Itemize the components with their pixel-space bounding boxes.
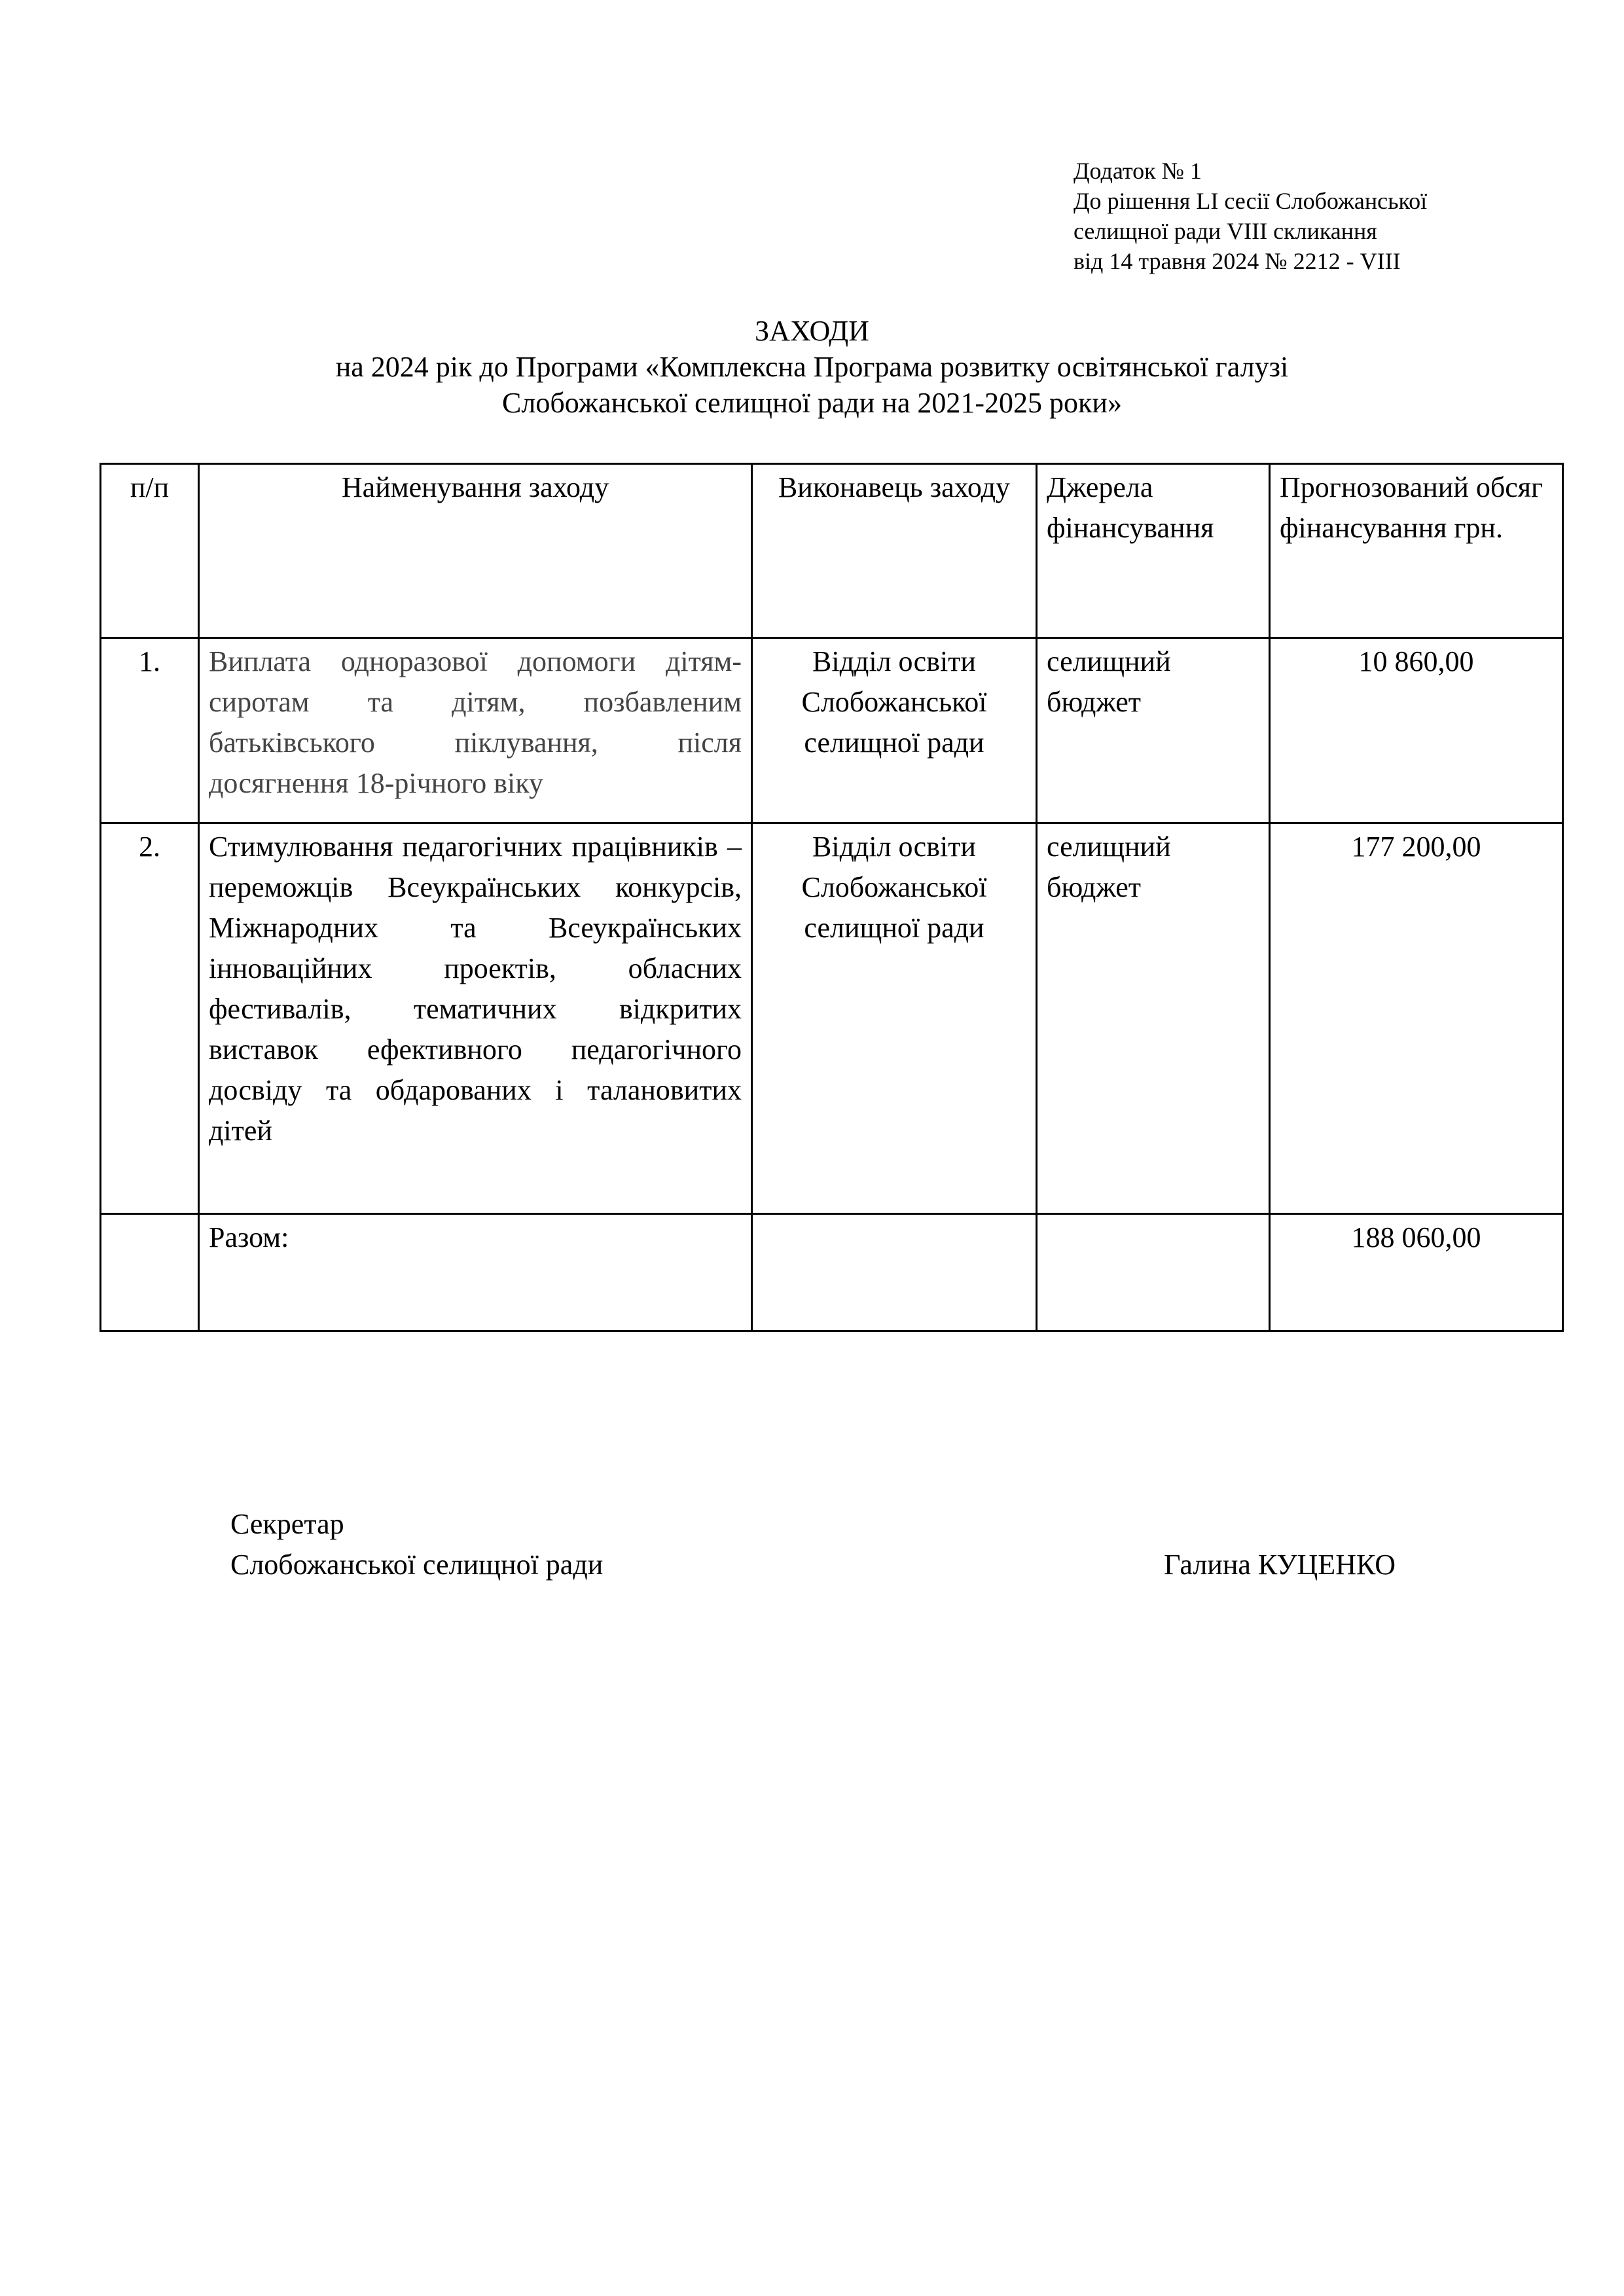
cell-num: 1. xyxy=(101,638,199,823)
total-executor-empty xyxy=(752,1214,1037,1331)
title-subtitle-line1: на 2024 рік до Програми «Комплексна Програма розвитку освітянської галузі xyxy=(335,351,1289,383)
cell-name: Виплата одноразової допомоги дітям-сиротам та дітям, позбавленим батьківського піклування, після досягнення 18-річного віку xyxy=(199,638,752,823)
header-name: Найменування заходу xyxy=(199,464,752,638)
document-title xyxy=(0,313,1624,421)
header-executor: Виконавець заходу xyxy=(752,464,1037,638)
cell-executor: Відділ освіти Слобожанської селищної ради xyxy=(752,823,1037,1214)
header-source: Джерела фінансування xyxy=(1037,464,1270,638)
title-heading: ЗАХОДИ xyxy=(755,315,869,347)
table-row xyxy=(101,823,1563,1214)
total-label: Разом: xyxy=(199,1214,752,1331)
signature-name: Галина КУЦЕНКО xyxy=(1164,1549,1396,1581)
signature-position-org: Слобожанської селищної ради xyxy=(230,1549,604,1581)
annex-number: Додаток № 1 xyxy=(1074,158,1202,184)
table-header-row xyxy=(101,464,1563,638)
cell-executor: Відділ освіти Слобожанської селищної ради xyxy=(752,638,1037,823)
cell-source: селищний бюджет xyxy=(1037,638,1270,823)
signature-block xyxy=(230,1504,1396,1585)
cell-amount: 177 200,00 xyxy=(1270,823,1563,1214)
annex-reference xyxy=(1074,156,1427,276)
cell-name: Стимулювання педагогічних працівників – переможців Всеукраїнських конкурсів, Міжнародних та Всеукраїнських інноваційних проектів, обласних фестивалів, тематичних відкритих виставок ефективного педагогічного досвіду та обдарованих і талановитих дітей xyxy=(199,823,752,1214)
cell-num: 2. xyxy=(101,823,199,1214)
measures-table xyxy=(99,463,1564,1332)
table-row xyxy=(101,638,1563,823)
table-total-row xyxy=(101,1214,1563,1331)
cell-source: селищний бюджет xyxy=(1037,823,1270,1214)
annex-date: від 14 травня 2024 № 2212 - VIII xyxy=(1074,248,1401,274)
cell-amount: 10 860,00 xyxy=(1270,638,1563,823)
signature-position-title: Секретар xyxy=(230,1508,344,1540)
annex-council: селищної ради VIII скликання xyxy=(1074,218,1377,244)
annex-decision: До рішення LI сесії Слобожанської xyxy=(1074,188,1428,214)
total-amount: 188 060,00 xyxy=(1270,1214,1563,1331)
total-source-empty xyxy=(1037,1214,1270,1331)
header-amount: Прогнозований обсяг фінансування грн. xyxy=(1270,464,1563,638)
total-num-empty xyxy=(101,1214,199,1331)
header-num: п/п xyxy=(101,464,199,638)
title-subtitle-line2: Слобожанської селищної ради на 2021-2025 роки» xyxy=(502,387,1122,419)
